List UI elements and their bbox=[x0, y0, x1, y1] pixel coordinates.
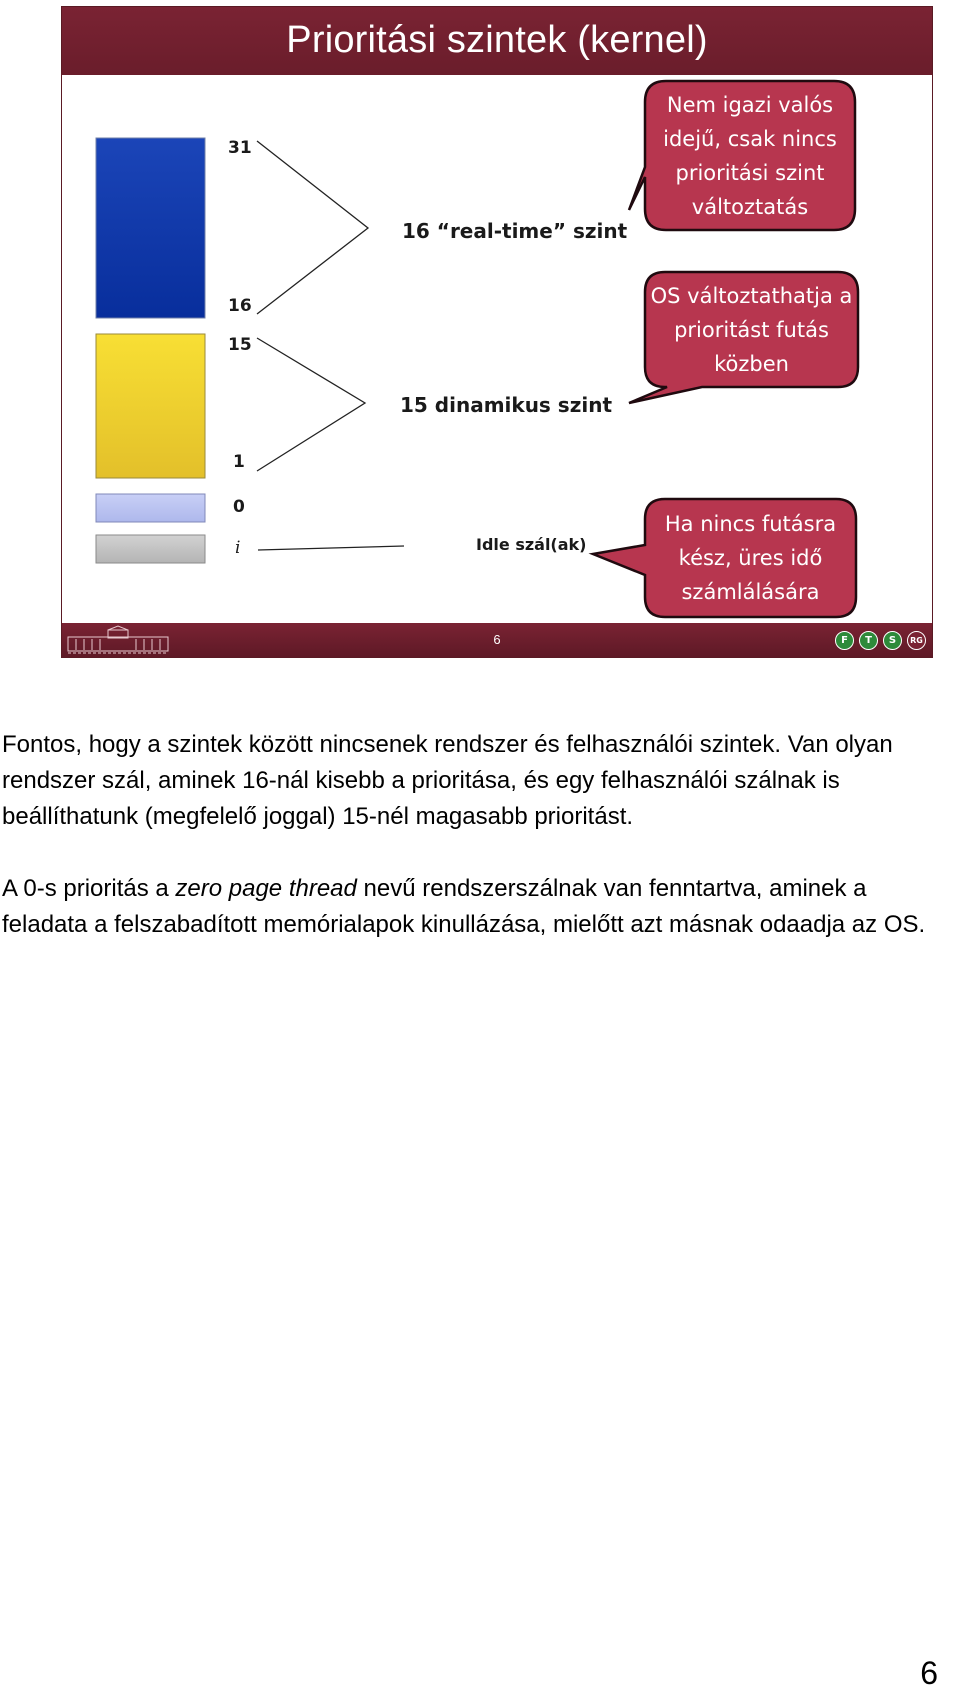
level-16-label: 16 bbox=[228, 296, 252, 316]
page-number: 6 bbox=[920, 1655, 938, 1691]
notes-paragraph-2 bbox=[2, 871, 952, 943]
slide-footer-page: 6 bbox=[493, 632, 501, 647]
level-i-label: i bbox=[235, 538, 241, 558]
level-0-label: 0 bbox=[233, 497, 245, 517]
logo-rg: RG bbox=[907, 631, 926, 650]
slide-title: Prioritási szintek (kernel) bbox=[286, 19, 708, 61]
dynamic-bar bbox=[96, 334, 205, 478]
callout-idle-text: Ha nincs futásra kész, üres idő számlálására bbox=[664, 512, 837, 604]
level-1-label: 1 bbox=[233, 452, 245, 472]
notes-p2-start: A 0-s prioritás a bbox=[2, 875, 176, 902]
notes-p2-end: nevű rendszerszálnak van fenntartva, aminek a feladata a felszabadított memórialapok kinullázása, mielőtt azt másnak odaadja az OS. bbox=[2, 875, 926, 938]
idle-bar bbox=[96, 535, 205, 563]
speaker-notes bbox=[2, 727, 952, 943]
logo-s: S bbox=[883, 631, 902, 650]
dynamic-range-label: 15 dinamikus szint bbox=[400, 393, 613, 417]
dynamic-bracket bbox=[257, 338, 365, 471]
idle-connector bbox=[258, 546, 404, 550]
realtime-bracket bbox=[257, 141, 368, 314]
slide-footer bbox=[62, 623, 932, 657]
slide bbox=[61, 6, 933, 658]
callout-realtime-text: Nem igazi valós idejű, csak nincs prioritási szint változtatás bbox=[663, 92, 837, 219]
notes-paragraph-1: Fontos, hogy a szintek között nincsenek rendszer és felhasználói szintek. Van olyan rendszer szál, aminek 16-nál kisebb a prioritása, és egy felhasználói szálnak is beállíthatunk (megfelelő joggal) 15-nél magasabb prioritást. bbox=[2, 731, 893, 830]
callout-dynamic-text: OS változtathatja a prioritást futás közben bbox=[650, 283, 853, 376]
logo-f: F bbox=[835, 631, 854, 650]
notes-p2-italic: zero page thread bbox=[175, 875, 357, 902]
realtime-bar bbox=[96, 138, 205, 318]
level-15-label: 15 bbox=[228, 335, 252, 355]
footer-logos bbox=[835, 631, 926, 650]
zero-bar bbox=[96, 494, 205, 522]
level-31-label: 31 bbox=[228, 138, 252, 158]
logo-t: T bbox=[859, 631, 878, 650]
idle-range-label: Idle szál(ak) bbox=[476, 535, 587, 554]
realtime-range-label: 16 “real-time” szint bbox=[402, 219, 628, 243]
